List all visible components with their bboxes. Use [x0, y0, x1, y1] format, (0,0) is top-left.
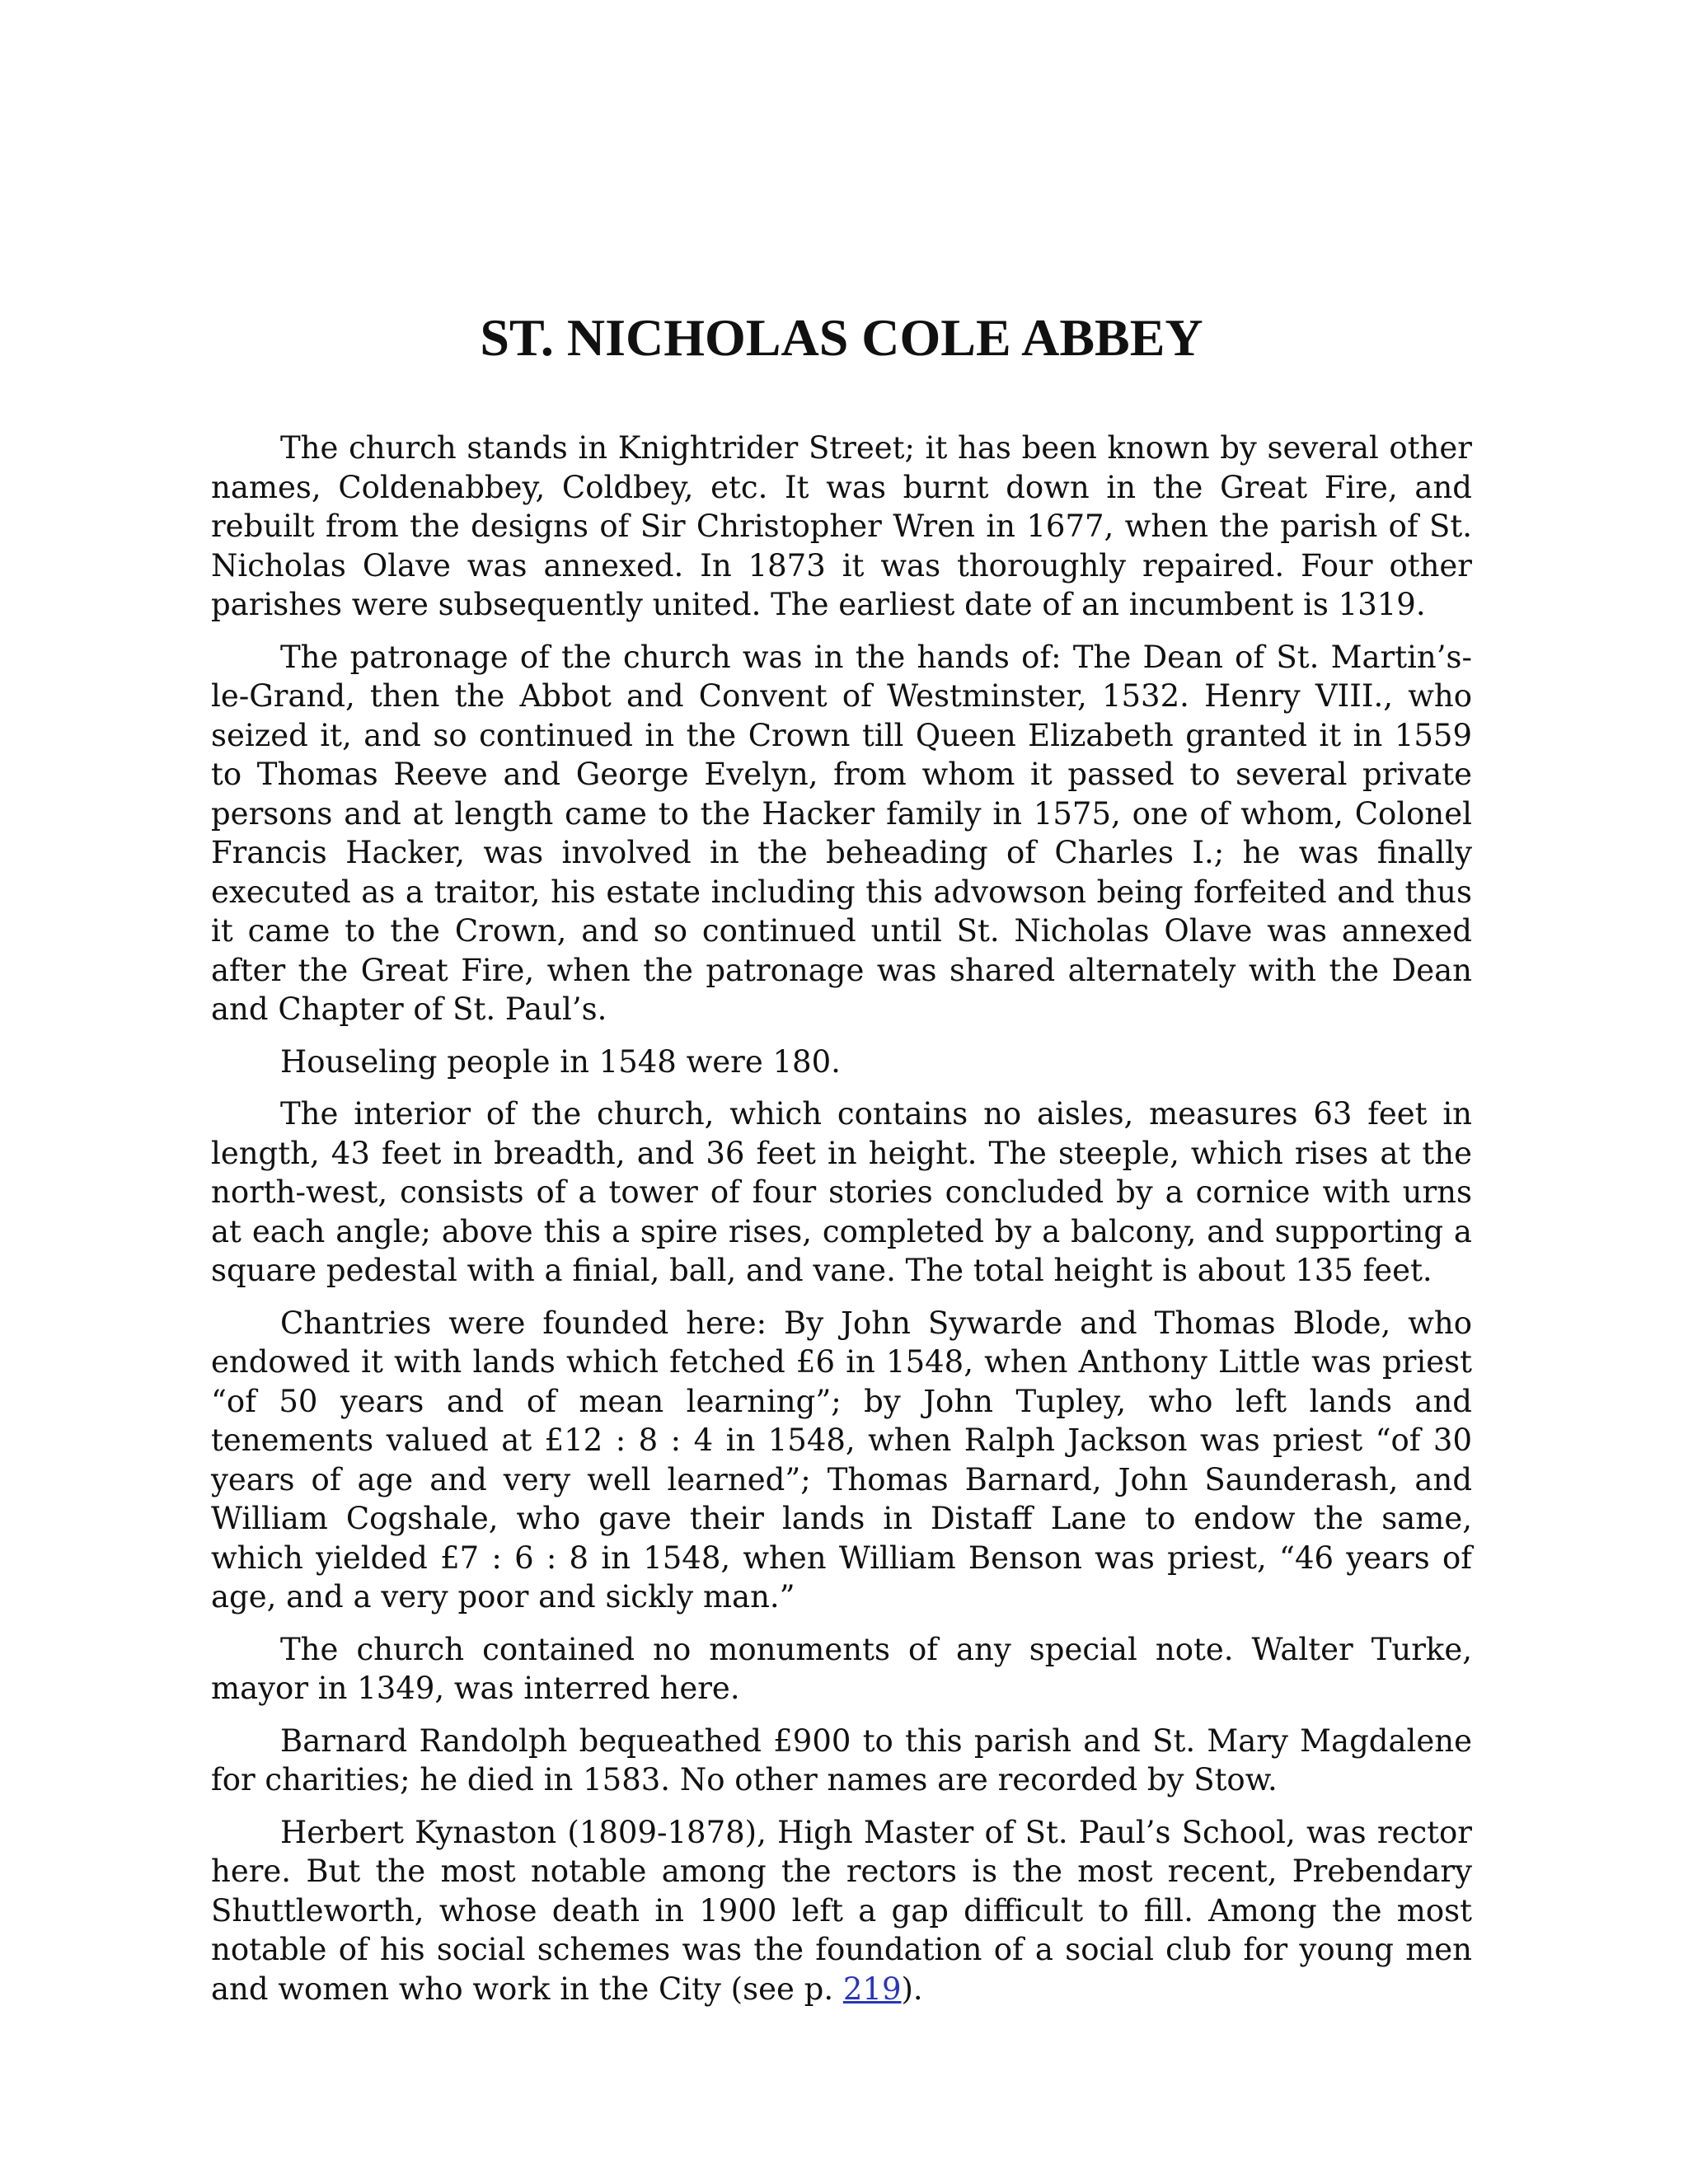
paragraph-interior: The interior of the church, which contains no aisles, measures 63 feet in length, 43 feet in breadth, and 36 feet in height. The steeple, which rises at the north-west, consists of a tower of four stories concluded by a cornice with urns at each angle; above this a spire rises, completed by a balcony, and supporting a square pedestal with a finial, ball, and vane. The total height is about 135 feet. — [211, 1096, 1472, 1288]
page-reference-link[interactable]: 219 — [842, 1971, 902, 2007]
paragraph-history: The church stands in Knightrider Street; it has been known by several other names, Coldenabbey, Coldbey, etc. It was burnt down in the Great Fire, and rebuilt from the designs of Sir Christopher Wren in 1677, when the parish of St. Nicholas Olave was annexed. In 1873 it was thoroughly repaired. Four other parishes were subsequently united. The earliest date of an incumbent is 1319. — [211, 430, 1472, 622]
paragraph-bequest: Barnard Randolph bequeathed £900 to this parish and St. Mary Magdalene for charities; he died in 1583. No other names are recorded by Stow. — [211, 1722, 1472, 1797]
page-title: ST. NICHOLAS COLE ABBEY — [480, 308, 1203, 367]
paragraph-rectors — [211, 1813, 1472, 2009]
rectors-text-end: ). — [901, 1971, 923, 2007]
document-page — [211, 305, 1472, 2022]
paragraph-patronage: The patronage of the church was in the hands of: The Dean of St. Martin’s-le-Grand, then the Abbot and Convent of Westminster, 1532. Henry VIII., who seized it, and so continued in the Crown till Queen Elizabeth granted it in 1559 to Thomas Reeve and George Evelyn, from whom it passed to several private persons and at length came to the Hacker family in 1575, one of whom, Colonel Francis Hacker, was involved in the beheading of Charles I.; he was finally executed as a traitor, his estate including this advowson being forfeited and thus it came to the Crown, and so continued until St. Nicholas Olave was annexed after the Great Fire, when the patronage was shared alternately with the Dean and Chapter of St. Paul’s. — [211, 639, 1472, 1027]
paragraph-monuments: The church contained no monuments of any special note. Walter Turke, mayor in 1349, was interred here. — [211, 1631, 1472, 1706]
paragraph-chantries: Chantries were founded here: By John Sywarde and Thomas Blode, who endowed it with lands which fetched £6 in 1548, when Anthony Little was priest “of 50 years and of mean learning”; by John Tupley, who left lands and tenements valued at £12 : 8 : 4 in 1548, when Ralph Jackson was priest “of 30 years of age and very well learned”; Thomas Barnard, John Saunderash, and William Cogshale, who gave their lands in Distaff Lane to endow the same, which yielded £7 : 6 : 8 in 1548, when William Benson was priest, “46 years of age, and a very poor and sickly man.” — [211, 1305, 1472, 1615]
rectors-text: Herbert Kynaston (1809-1878), High Master of St. Paul’s School, was rector here. But the most notable among the rectors is the most recent, Prebendary Shuttleworth, whose death in 1900 left a gap difficult to fill. Among the most notable of his social schemes was the foundation of a social club for young men and women who work in the City (see p. — [211, 1814, 1472, 2007]
paragraph-houseling: Houseling people in 1548 were 180. — [280, 1043, 841, 1080]
